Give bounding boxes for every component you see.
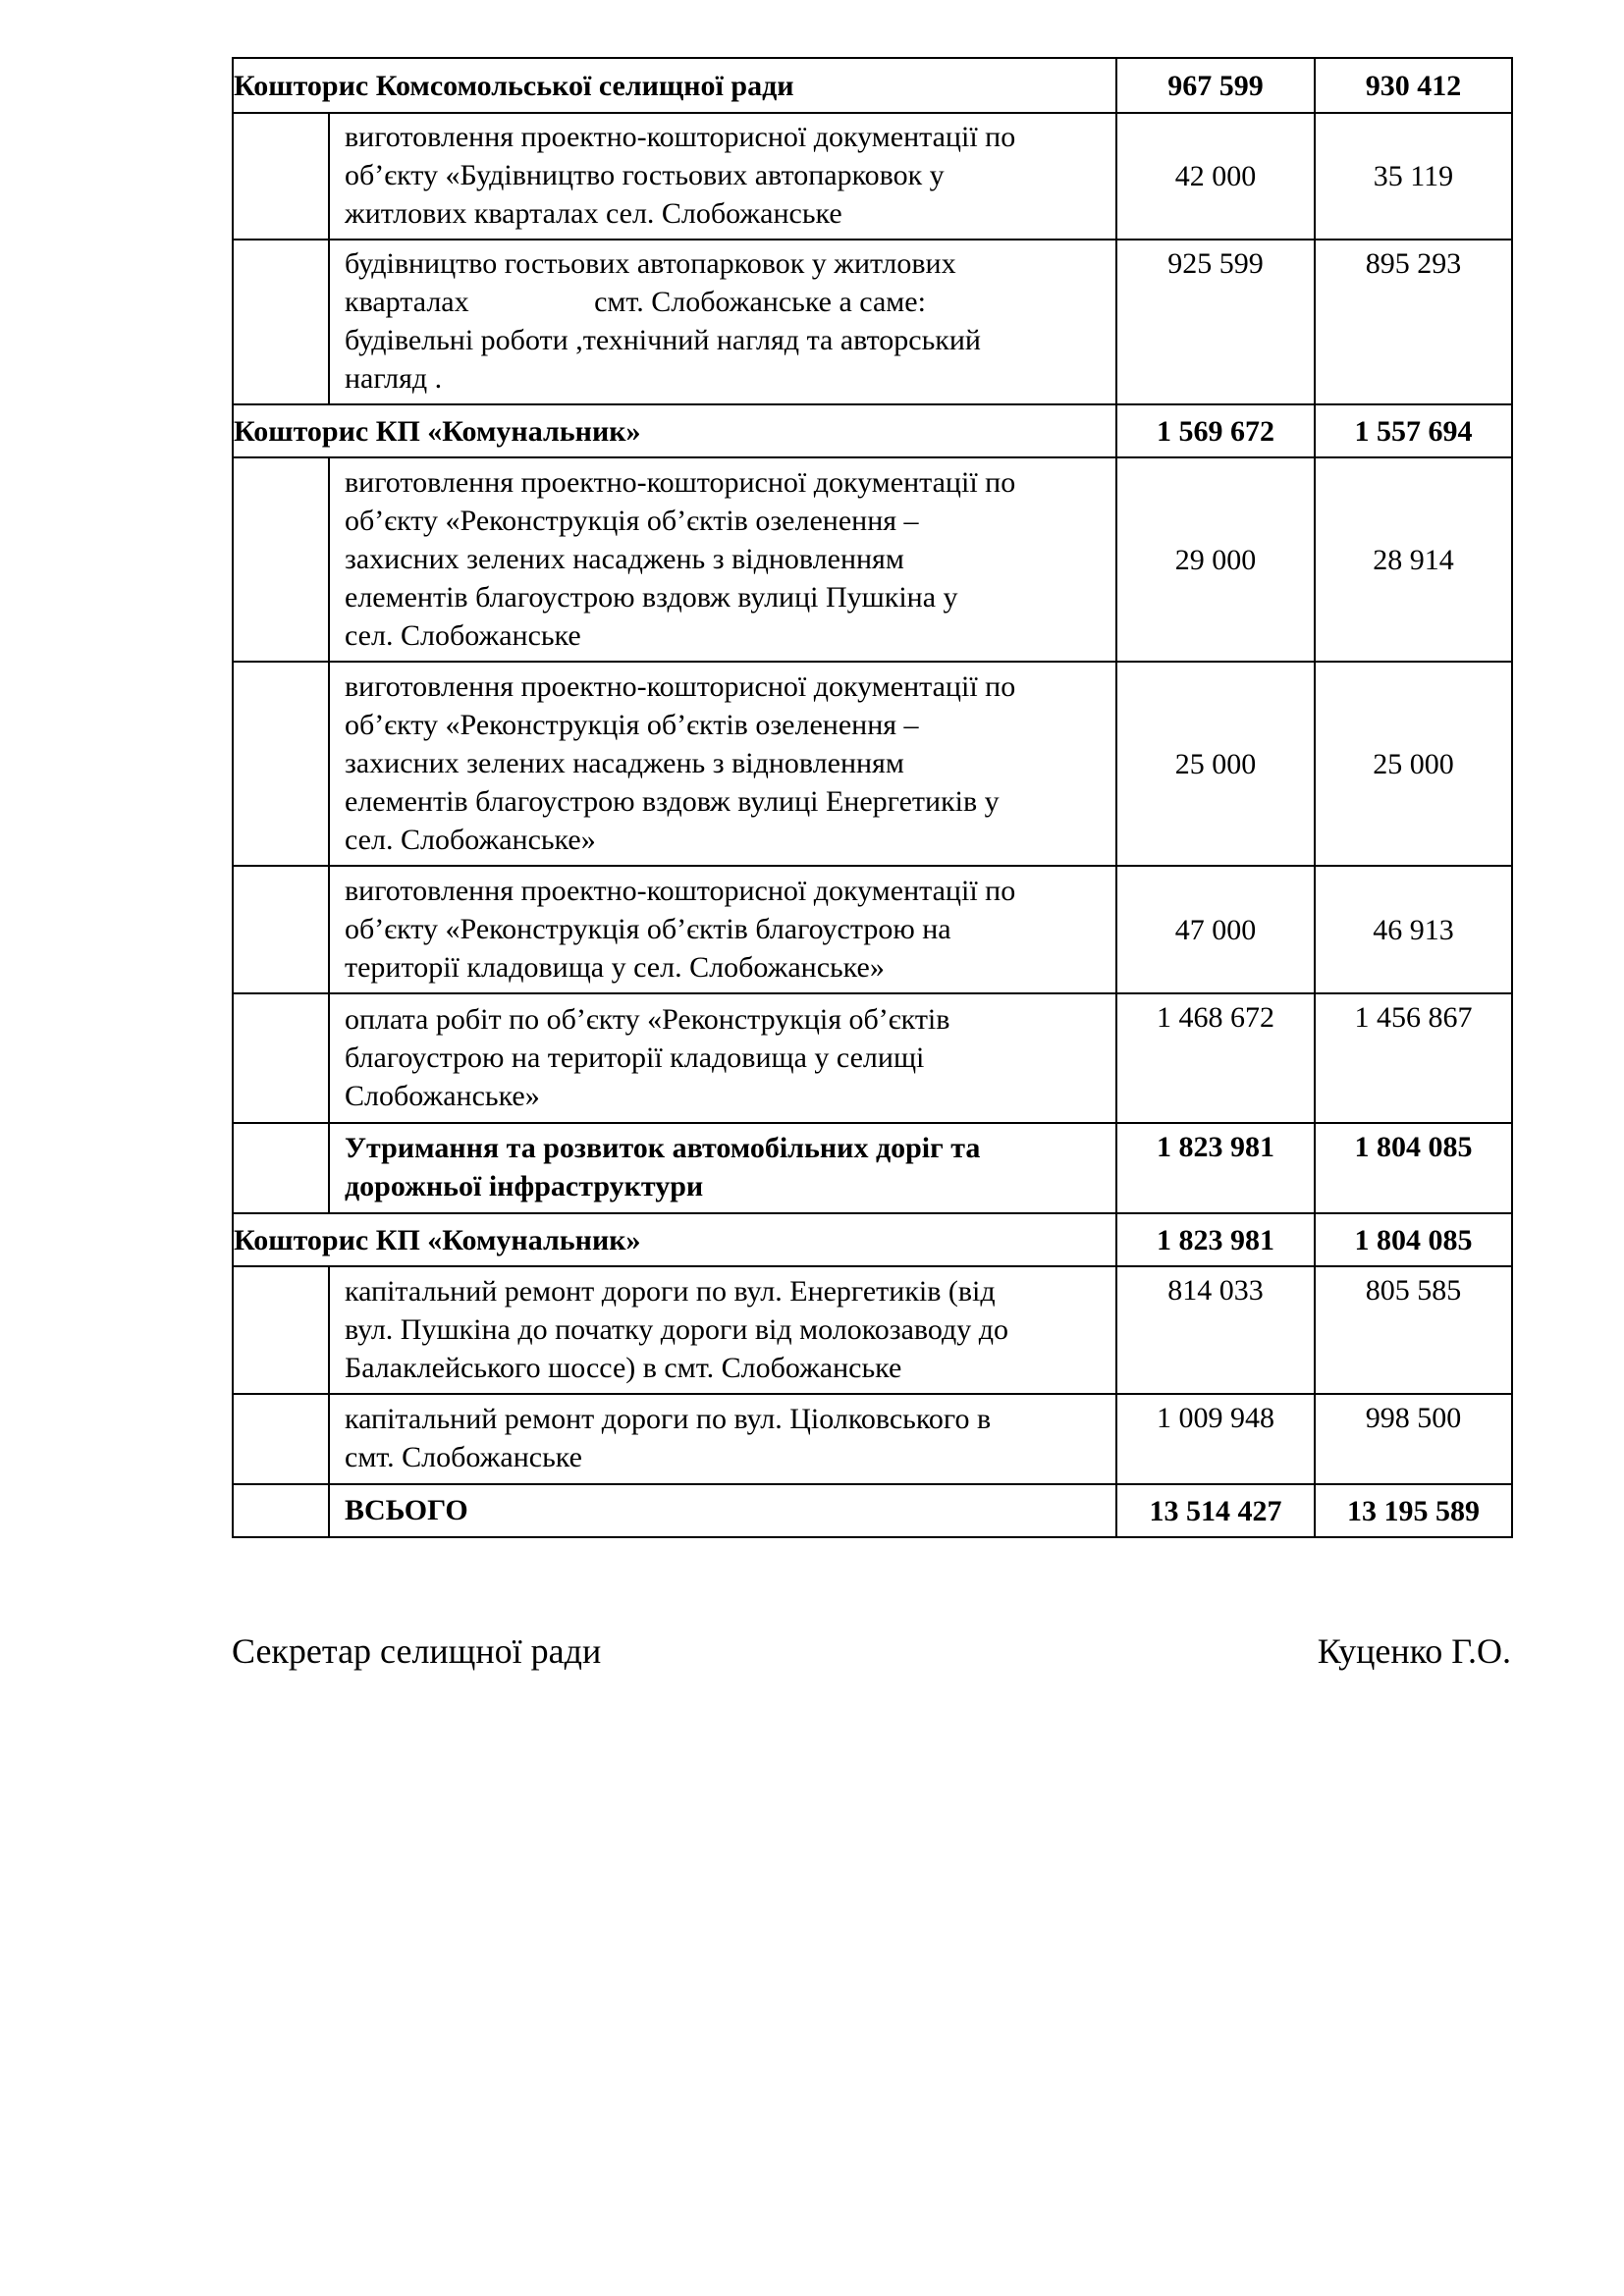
description-line: виготовлення проектно-кошторисної документації по [345,669,1016,703]
row-index-cell [233,993,329,1123]
plan-amount: 42 000 [1116,113,1315,240]
table-row [233,662,1512,866]
description-line: благоустрою на території кладовища у селищі [345,1041,925,1074]
item-description [329,240,1116,404]
section-title: Кошторис Комсомольської селищної ради [233,58,1116,113]
signatory-position: Секретар селищної ради [232,1631,602,1671]
item-description [329,993,1116,1123]
plan-amount: 1 009 948 [1116,1394,1315,1484]
description-line: смт. Слобожанське [345,1441,582,1473]
description-line: Утримання та розвиток автомобільних доріг та [345,1132,981,1164]
plan-amount: 967 599 [1116,58,1315,113]
description-line: захисних зелених насаджень з відновленням [345,746,904,779]
total-label [329,1484,1116,1537]
row-index-cell [233,1484,329,1537]
row-index-cell [233,113,329,240]
budget-table [232,57,1513,1538]
actual-amount: 35 119 [1315,113,1512,240]
section-title: Кошторис КП «Комунальник» [233,404,1116,457]
row-index-cell [233,1123,329,1213]
actual-amount: 1 804 085 [1315,1123,1512,1213]
description-line: виготовлення проектно-кошторисної документації по [345,874,1016,907]
description-line: сел. Слобожанське [345,618,581,652]
table-row [233,993,1512,1123]
plan-amount: 925 599 [1116,240,1315,404]
table-row [233,457,1512,662]
table-row [233,866,1512,993]
actual-amount: 1 557 694 [1315,404,1512,457]
description-line: нагляд . [345,362,443,395]
plan-amount: 1 823 981 [1116,1123,1315,1213]
description-line: захисних зелених насаджень з відновленням [345,542,904,575]
row-index-cell [233,1394,329,1484]
actual-amount: 805 585 [1315,1266,1512,1394]
actual-amount: 895 293 [1315,240,1512,404]
description-line: дорожньої інфраструктури [345,1170,704,1202]
table-row-section [233,1213,1512,1266]
description-line: виготовлення проектно-кошторисної документації по [345,465,1016,499]
description-line: об’єкту «Реконструкція об’єктів озеленення – [345,708,919,741]
actual-amount: 13 195 589 [1315,1484,1512,1537]
description-line: будівельні роботи ,технічний нагляд та авторський [345,324,981,356]
description-line: Слобожанське» [345,1079,540,1112]
item-description [329,1123,1116,1213]
actual-amount: 930 412 [1315,58,1512,113]
table-row-section [233,404,1512,457]
actual-amount: 1 804 085 [1315,1213,1512,1266]
row-index-cell [233,866,329,993]
item-description [329,113,1116,240]
description-line: території кладовища у сел. Слобожанське» [345,950,885,984]
description-line: об’єкту «Реконструкція об’єктів благоустрою на [345,912,951,945]
description-line: житлових кварталах сел. Слобожанське [345,197,842,230]
table-row-total [233,1484,1512,1537]
plan-amount: 1 468 672 [1116,993,1315,1123]
description-line: кварталах смт. Слобожанське а саме: [345,286,926,318]
item-description [329,1394,1116,1484]
plan-amount: 1 823 981 [1116,1213,1315,1266]
description-line: капітальний ремонт дороги по вул. Енергетиків (від [345,1274,996,1308]
description-line: капітальний ремонт дороги по вул. Ціолковського в [345,1403,992,1435]
plan-amount: 29 000 [1116,457,1315,662]
item-description [329,1266,1116,1394]
table-row-section [233,58,1512,113]
section-title: Кошторис КП «Комунальник» [233,1213,1116,1266]
description-line: вул. Пушкіна до початку дороги від молокозаводу до [345,1312,1009,1346]
plan-amount: 13 514 427 [1116,1484,1315,1537]
description-line: об’єкту «Реконструкція об’єктів озеленення – [345,504,919,537]
actual-amount: 25 000 [1315,662,1512,866]
table-row [233,240,1512,404]
signatory-name: Куценко Г.О. [1317,1631,1511,1671]
description-line: об’єкту «Будівництво гостьових автопарковок у [345,159,945,191]
item-description [329,662,1116,866]
plan-amount: 814 033 [1116,1266,1315,1394]
plan-amount: 47 000 [1116,866,1315,993]
item-description [329,866,1116,993]
row-index-cell [233,457,329,662]
description-line: Балаклейського шоссе) в смт. Слобожанське [345,1351,902,1384]
description-line: сел. Слобожанське» [345,823,596,856]
row-index-cell [233,240,329,404]
description-line: елементів благоустрою вздовж вулиці Енергетиків у [345,784,1000,818]
description-line: елементів благоустрою вздовж вулиці Пушкіна у [345,580,958,614]
actual-amount: 998 500 [1315,1394,1512,1484]
description-line: будівництво гостьових автопарковок у житлових [345,247,956,280]
table-row [233,113,1512,240]
actual-amount: 28 914 [1315,457,1512,662]
item-description [329,457,1116,662]
description-line: ВСЬОГО [345,1493,468,1526]
row-index-cell [233,1266,329,1394]
description-line: оплата робіт по об’єкту «Реконструкція об’єктів [345,1002,950,1036]
table-row-subtotal [233,1123,1512,1213]
plan-amount: 25 000 [1116,662,1315,866]
row-index-cell [233,662,329,866]
actual-amount: 46 913 [1315,866,1512,993]
table-row [233,1266,1512,1394]
actual-amount: 1 456 867 [1315,993,1512,1123]
plan-amount: 1 569 672 [1116,404,1315,457]
description-line: виготовлення проектно-кошторисної документації по [345,121,1016,153]
table-row [233,1394,1512,1484]
